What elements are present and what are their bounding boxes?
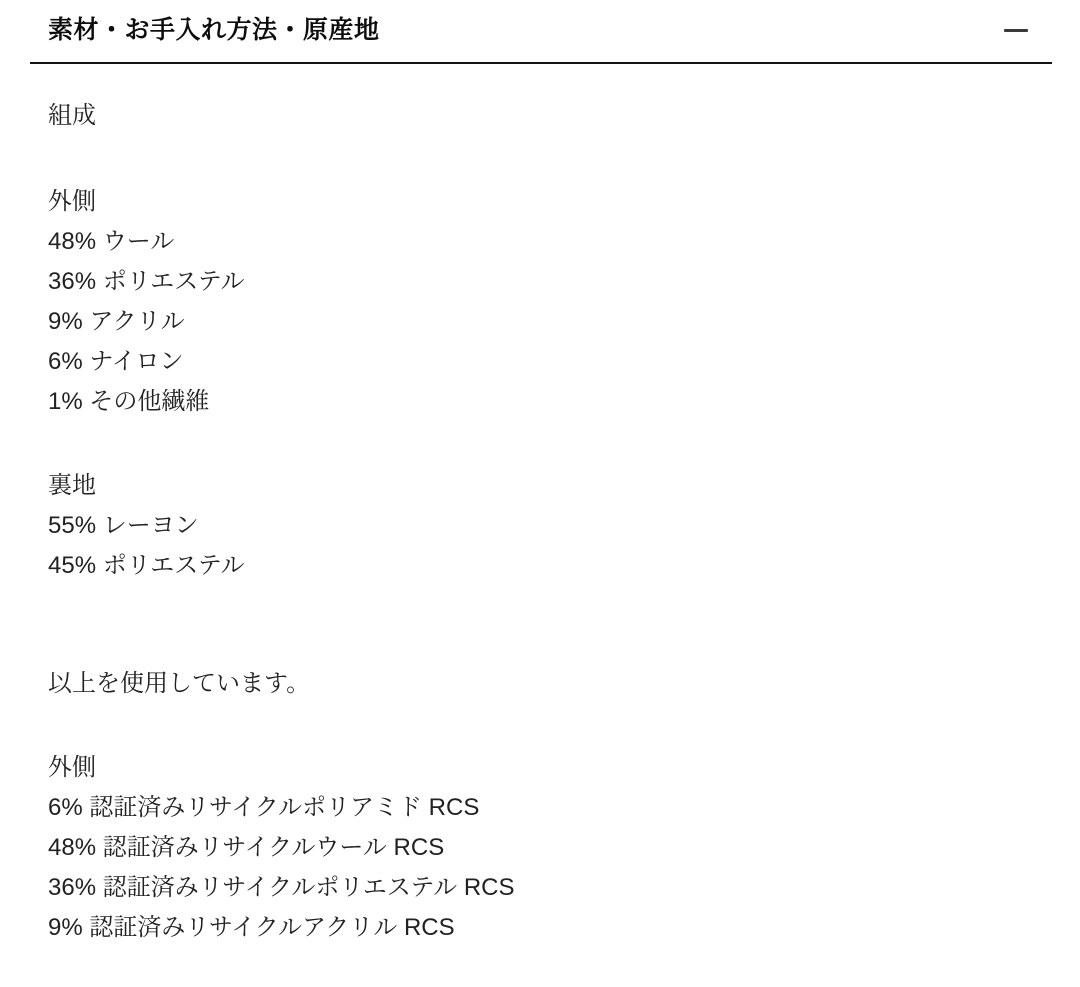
lining-composition-heading: 裏地	[48, 472, 96, 499]
composition-line: 48% ウール	[48, 228, 175, 255]
certified-composition-heading: 外側	[48, 754, 96, 781]
lining-composition-group	[48, 466, 1032, 586]
composition-line: 9% 認証済みリサイクルアクリル RCS	[48, 914, 455, 941]
certified-composition-group	[48, 748, 1032, 948]
composition-line: 6% 認証済みリサイクルポリアミド RCS	[48, 794, 480, 821]
composition-line: 55% レーヨン	[48, 512, 199, 539]
composition-label: 組成	[48, 102, 96, 129]
composition-line: 36% ポリエステル	[48, 268, 245, 295]
closing-note: 以上を使用しています。	[48, 670, 311, 697]
outer-composition-heading: 外側	[48, 188, 96, 215]
composition-line: 6% ナイロン	[48, 348, 184, 375]
composition-line: 48% 認証済みリサイクルウール RCS	[48, 834, 445, 861]
accordion-title: 素材・お手入れ方法・原産地	[48, 16, 380, 44]
materials-content	[0, 64, 1080, 948]
outer-composition-group	[48, 182, 1032, 422]
composition-line: 1% その他繊維	[48, 388, 210, 415]
composition-line: 36% 認証済みリサイクルポリエステル RCS	[48, 874, 515, 901]
composition-line: 9% アクリル	[48, 308, 185, 335]
materials-accordion-header[interactable]	[0, 0, 1080, 60]
composition-line: 45% ポリエステル	[48, 552, 245, 579]
minus-icon[interactable]	[1004, 29, 1028, 32]
